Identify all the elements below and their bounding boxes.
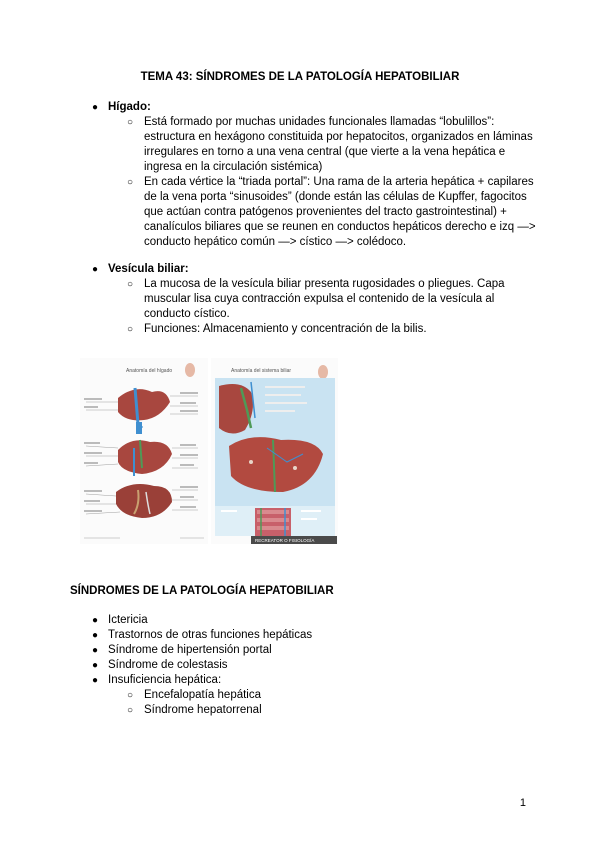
bullet-icon: ● [92,675,99,686]
bullet-icon: ● [92,102,99,113]
syndromes-heading: SÍNDROMES DE LA PATOLOGÍA HEPATOBILIAR [70,585,334,597]
bullet-icon: ● [92,645,99,656]
gallbladder-item-text: La mucosa de la vesícula biliar presenta rugosidades o pliegues. Capa muscular lisa cuya contracción expulsa el contenido de la vesícula al conducto cístico. [144,278,505,320]
anatomy-figure [80,358,338,544]
list-item [108,703,538,718]
list-item [108,688,538,703]
list-item [88,658,538,673]
list-item [88,673,538,718]
liver-section [88,100,538,250]
list-item [88,262,538,337]
bullet-icon: ○ [127,705,134,716]
liver-heading: Hígado: [108,101,151,113]
left-caption: Anatomía del hígado [126,368,173,374]
bullet-icon: ○ [127,117,134,128]
syndrome-item: Síndrome de hipertensión portal [108,644,272,656]
list-item [88,100,538,250]
liver-anatomy-illustration [80,358,208,544]
right-caption: Anatomía del sistema biliar [231,368,292,374]
bullet-icon: ● [92,264,99,275]
list-item [88,628,538,643]
syndrome-subitem: Síndrome hepatorrenal [144,704,262,716]
gallbladder-heading: Vesícula biliar: [108,263,189,275]
bullet-icon: ● [92,615,99,626]
bullet-icon: ● [92,630,99,641]
gallbladder-section [88,262,538,337]
list-item [108,277,538,322]
syndrome-item: Ictericia [108,614,148,626]
footer-badge: RECREATOR O FISIOLOGÍA [255,538,315,543]
syndrome-item: Síndrome de colestasis [108,659,228,671]
bullet-icon: ○ [127,324,134,335]
biliary-anatomy-panel [211,358,338,544]
bullet-icon: ○ [127,279,134,290]
syndrome-item: Insuficiencia hepática: [108,674,222,686]
bullet-icon: ○ [127,177,134,188]
liver-item-text: Está formado por muchas unidades funcionales llamadas “lobulillos”: estructura en hexágono constituida por hepatocitos, organizados en láminas irregulares en torno a una vena central (que vierte a la vena hepática e ingresa en la circulación sistémica) [144,116,533,173]
gallbladder-item-text: Funciones: Almacenamiento y concentración de la bilis. [144,323,427,335]
biliary-anatomy-illustration [211,358,338,544]
list-item [108,322,538,337]
syndrome-subitem: Encefalopatía hepática [144,689,262,701]
bullet-icon: ● [92,660,99,671]
syndrome-item: Trastornos de otras funciones hepáticas [108,629,313,641]
liver-anatomy-panel [80,358,208,544]
list-item [88,643,538,658]
page-number: 1 [519,797,526,809]
document-title: TEMA 43: SÍNDROMES DE LA PATOLOGÍA HEPATOBILIAR [140,71,460,83]
list-item [88,613,538,628]
list-item [108,115,538,175]
syndromes-list [88,613,538,718]
liver-item-text: En cada vértice la “triada portal”: Una rama de la arteria hepática + capilares de la vena porta “sinusoides” (donde están las células de Kupffer, fagocitos que actúan contra patógenos provenientes del tracto gastrointestinal) + canalículos biliares que se reunen en conductos hepáticos derecho e izq —> conducto hepático común —> cístico —> colédoco. [144,176,536,248]
list-item [108,175,538,250]
bullet-icon: ○ [127,690,134,701]
